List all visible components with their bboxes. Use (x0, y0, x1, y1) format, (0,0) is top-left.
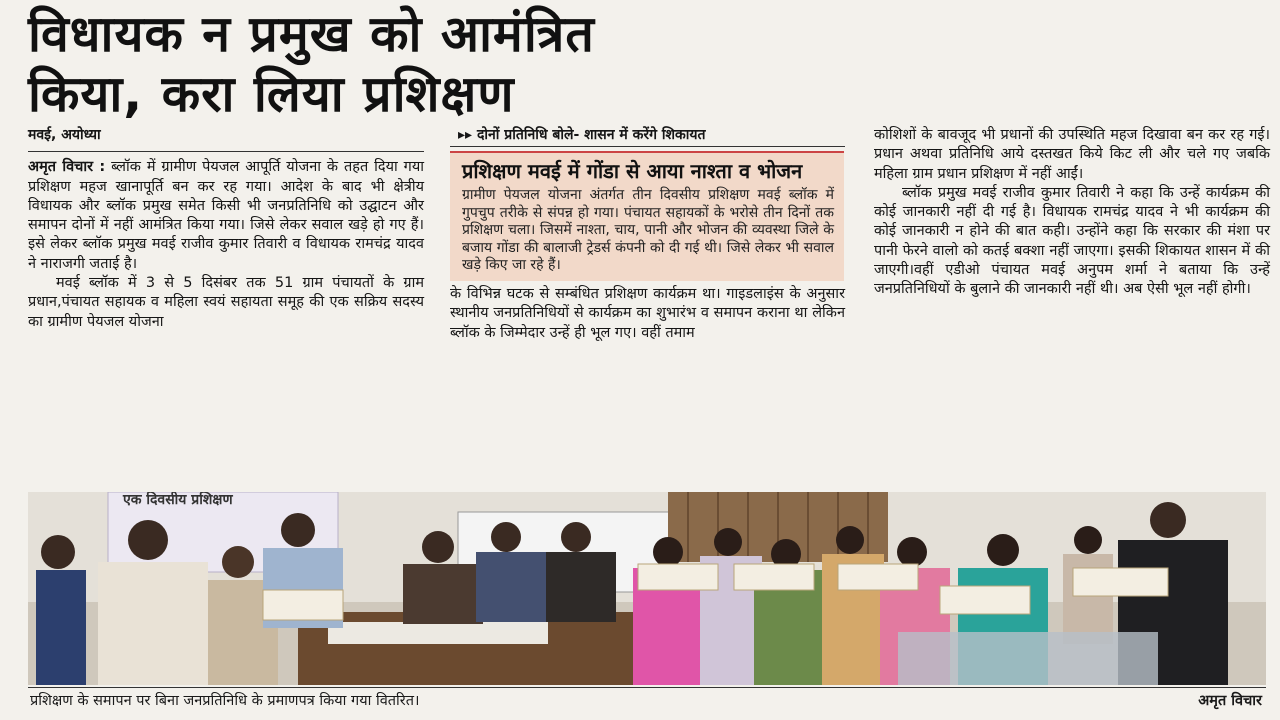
paragraph (28, 158, 424, 274)
dateline: मवई, अयोध्या (28, 127, 101, 143)
headline-line-1: विधायक न प्रमुख को आमंत्रित (28, 5, 595, 63)
article-column-1 (28, 126, 424, 332)
sidebar-box (450, 151, 844, 281)
news-photo (28, 492, 1266, 685)
subheading-text: दोनों प्रतिनिधि बोले- शासन में करेंगे शिकायत (476, 127, 706, 143)
headline-line-2: किया, करा लिया प्रशिक्षण (28, 65, 515, 123)
photo-caption (28, 687, 1266, 714)
column-rule (28, 151, 424, 152)
caption-text: प्रशिक्षण के समापन पर बिना जनप्रतिनिधि के प्रमाणपत्र किया गया वितरित। (30, 693, 420, 709)
sidebar-box-body: ग्रामीण पेयजल योजना अंतर्गत तीन दिवसीय प्रशिक्षण मवई ब्लॉक में गुपचुप तरीके से संपन्न हो गया। पंचायत सहायकों के भरोसे तीन दिनों तक प्रशिक्षण चला। जिसमें नाश्ता, चाय, पानी और भोजन की व्यवस्था जिले के बजाय गोंडा की बालाजी ट्रेडर्स कंपनी को दी गई थी। जिसे लेकर भी सवाल खड़े किए जा रहे हैं। (462, 187, 834, 274)
paragraph: ब्लॉक प्रमुख मवई राजीव कुमार तिवारी ने कहा कि उन्हें कार्यक्रम की कोई जानकारी नहीं दी गई है। विधायक रामचंद्र यादव ने भी कार्यक्रम की कोई जानकारी न होने की बात कही। उन्होंने कहा कि सरकार की मंशा पर पानी फेरने वालो को कतई बक्शा नहीं जाएगा। इसकी शिकायत शासन में की जाएगी।वहीं एडीओ पंचायत मवई अनुपम शर्मा ने बताया कि उन्हें जनप्रतिनिधियों के बुलाने की जानकारी नहीं थी। अब ऐसी भूल नहीं होगी। (874, 184, 1270, 298)
lead-credit: अमृत विचार : (28, 159, 106, 176)
paragraph: के विभिन्न घटक से सम्बंधित प्रशिक्षण कार्यक्रम था। गाइडलाइंस के अनुसार स्थानीय जनप्रतिनिधियों से कार्यक्रम का शुभारंभ व समापन कराना था लेकिन ब्लॉक के जिम्मेदार उन्हें ही भूल गए। वहीं तमाम (450, 285, 845, 341)
banner-text: एक दिवसीय प्रशिक्षण (123, 492, 233, 508)
article-column-2 (450, 126, 845, 343)
paragraph: कोशिशों के बावजूद भी प्रधानों की उपस्थिति महज दिखावा बन कर रह गई। प्रधान अथवा प्रतिनिधि आये दस्तखत किये किट ली और चले गए जबकि महिला ग्राम प्रधान प्रशिक्षण में नहीं आईं। (874, 127, 1270, 182)
photo-illustration (28, 492, 1266, 685)
article-column-3 (874, 126, 1270, 300)
paragraph-text: ब्लॉक में ग्रामीण पेयजल आपूर्ति योजना के तहत दिया गया प्रशिक्षण महज खानापूर्ति बन कर रह गया। आदेश के बाद भी क्षेत्रीय विधायक और ब्लॉक प्रमुख समेत किसी भी जनप्रतिनिधि को उद्घाटन और समापन दोनों में नहीं आमंत्रित किया गया। जिसे लेकर सवाल खड़े हो गए हैं। इसे लेकर ब्लॉक प्रमुख मवई राजीव कुमार तिवारी व विधायक रामचंद्र यादव ने नाराजगी जताई है। (28, 159, 424, 272)
headline (28, 4, 1268, 124)
caption-credit: अमृत विचार (1198, 693, 1262, 709)
sidebar-box-title: प्रशिक्षण मवई में गोंडा से आया नाश्ता व भोजन (462, 159, 803, 183)
paragraph: मवई ब्लॉक में 3 से 5 दिसंबर तक 51 ग्राम पंचायतों के ग्राम प्रधान,पंचायत सहायक व महिला स्वयं सहायता समूह की एक सक्रिय सदस्य का ग्रामीण पेयजल योजना (28, 275, 424, 330)
subheading: ▸▸ दोनों प्रतिनिधि बोले- शासन में करेंगे शिकायत (450, 126, 845, 147)
